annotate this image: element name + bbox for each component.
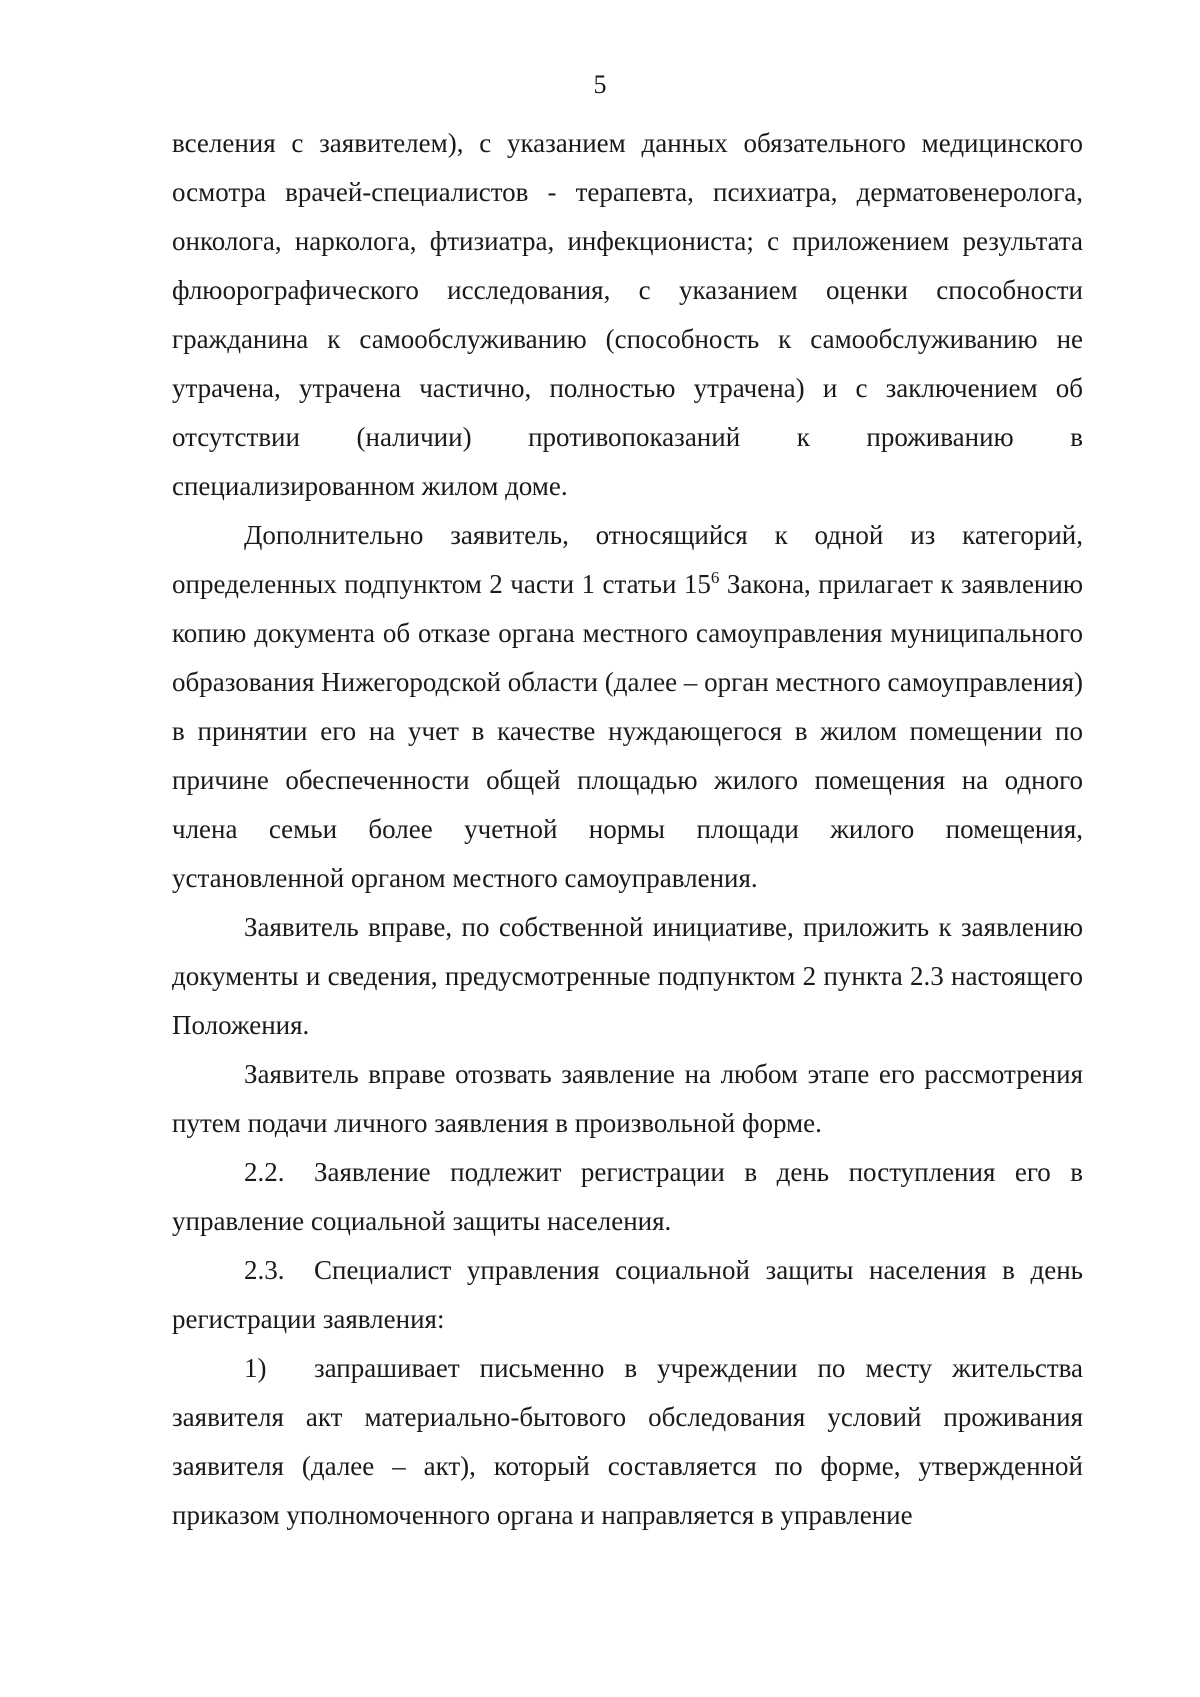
subclause-text: запрашивает письменно в учреждении по месту жительства заявителя акт материально-бытового обследования условий проживания заявителя (далее – акт), который составляется по форме, утвержденной приказом уполномоченного органа и направляется в управление (172, 1353, 1083, 1530)
subclause-number: 1) (244, 1353, 267, 1383)
clause-number: 2.3. (244, 1255, 285, 1285)
subclause-1 (172, 1344, 1083, 1540)
clause-number: 2.2. (244, 1157, 285, 1187)
article-superscript: 6 (710, 568, 720, 587)
document-body (172, 119, 1083, 1540)
paragraph-withdraw-application: Заявитель вправе отозвать заявление на любом этапе его рассмотрения путем подачи личного заявления в произвольной форме. (172, 1059, 1083, 1138)
clause-2-3 (172, 1246, 1083, 1344)
page-number: 5 (593, 70, 607, 99)
paragraph-additional-documents-text: Дополнительно заявитель, относящийся к одной из категорий, определенных подпунктом 2 части 1 статьи 15 (172, 520, 1083, 599)
paragraph-medical-exam: вселения с заявителем), с указанием данных обязательного медицинского осмотра врачей-специалистов - терапевта, психиатра, дерматовенеролога, онколога, нарколога, фтизиатра, инфекциониста; с приложением результата флюорографического исследования, с указанием оценки способности гражданина к самообслуживанию (способность к самообслуживанию не утрачена, утрачена частично, полностью утрачена) и с заключением об отсутствии (наличии) противопоказаний к проживанию в специализированном жилом доме. (172, 128, 1083, 501)
clause-2-2 (172, 1148, 1083, 1246)
clause-text: Специалист управления социальной защиты населения в день регистрации заявления: (172, 1255, 1083, 1334)
paragraph-additional-documents-text-continued: Закона, прилагает к заявлению копию документа об отказе органа местного самоуправления муниципального образования Нижегородской области (далее – орган местного самоуправления) в принятии его на учет в качестве нуждающегося в жилом помещении по причине обеспеченности общей площадью жилого помещения на одного члена семьи более учетной нормы площади жилого помещения, установленной органом местного самоуправления. (172, 569, 1083, 893)
paragraph-own-initiative: Заявитель вправе, по собственной инициативе, приложить к заявлению документы и сведения, предусмотренные подпунктом 2 пункта 2.3 настоящего Положения. (172, 912, 1083, 1040)
clause-text: Заявление подлежит регистрации в день поступления его в управление социальной защиты населения. (172, 1157, 1083, 1236)
paragraph-additional-documents (172, 511, 1083, 903)
